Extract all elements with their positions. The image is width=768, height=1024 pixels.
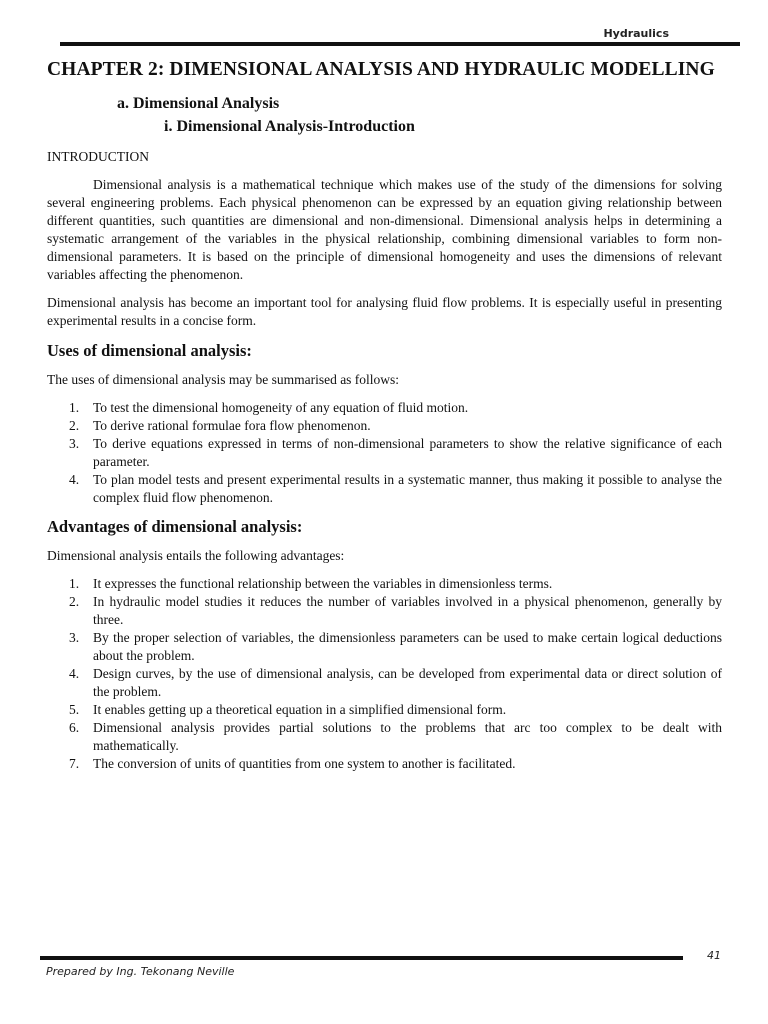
footer-credit: Prepared by Ing. Tekonang Neville: [46, 965, 235, 978]
advantages-heading: Advantages of dimensional analysis:: [47, 517, 303, 536]
list-item: [47, 417, 722, 435]
list-item-text: To derive rational formulae fora flow phenomenon.: [93, 418, 371, 433]
list-item-number: 3.: [69, 436, 80, 451]
list-item-number: 4.: [69, 472, 80, 487]
list-item-number: 4.: [69, 666, 80, 681]
list-item: [47, 435, 722, 471]
header-rule: [60, 42, 740, 46]
list-item-number: 1.: [69, 400, 80, 415]
list-item-text: It enables getting up a theoretical equation in a simplified dimensional form.: [93, 702, 507, 717]
list-item-number: 2.: [69, 594, 80, 609]
list-item: [47, 719, 722, 755]
intro-paragraph-2: Dimensional analysis has become an important tool for analysing fluid flow problems. It is especially useful in presenting experimental results in a concise form.: [47, 295, 722, 328]
list-item: [47, 629, 722, 665]
advantages-lead: Dimensional analysis entails the following advantages:: [47, 548, 345, 563]
list-item-text: The conversion of units of quantities from one system to another is facilitated.: [93, 756, 516, 771]
chapter-title: CHAPTER 2: DIMENSIONAL ANALYSIS AND HYDRAULIC MODELLING: [47, 59, 715, 80]
list-item-text: Dimensional analysis provides partial solutions to the problems that arc too complex to be dealt with mathematically.: [93, 720, 722, 753]
list-item-text: In hydraulic model studies it reduces the number of variables involved in a physical phenomenon, generally by three.: [93, 594, 722, 627]
list-item-number: 3.: [69, 630, 80, 645]
list-item: [47, 755, 722, 773]
list-item-text: To plan model tests and present experimental results in a systematic manner, thus making it possible to analyse the complex fluid flow phenomenon.: [93, 472, 722, 505]
list-item-text: It expresses the functional relationship between the variables in dimensionless terms.: [93, 576, 553, 591]
advantages-list: [47, 575, 722, 773]
list-item: [47, 575, 722, 593]
list-item: [47, 399, 722, 417]
page-content: [47, 58, 722, 773]
intro-paragraph-1: Dimensional analysis is a mathematical technique which makes use of the study of the dimensions for solving several engineering problems. Each physical phenomenon can be expressed by an equation giving relationship between different quantities, such quantities are dimensional and non-dimensional. Dimensional analysis helps in determining a systematic arrangement of the variables in the physical relationship, combining dimensional variables to form non-dimensional parameters. It is based on the principle of dimensional homogeneity and uses the dimensions of relevant variables affecting the phenomenon.: [47, 177, 722, 282]
uses-heading: Uses of dimensional analysis:: [47, 341, 252, 360]
introduction-label: INTRODUCTION: [47, 149, 149, 164]
footer-rule: [40, 956, 683, 960]
running-header: Hydraulics: [603, 27, 669, 40]
list-item-text: By the proper selection of variables, the dimensionless parameters can be used to make certain logical deductions about the problem.: [93, 630, 722, 663]
section-heading-a: a. Dimensional Analysis: [117, 95, 280, 112]
list-item-number: 6.: [69, 720, 80, 735]
uses-lead: The uses of dimensional analysis may be summarised as follows:: [47, 372, 400, 387]
list-item-number: 5.: [69, 702, 80, 717]
list-item-number: 1.: [69, 576, 80, 591]
list-item-number: 2.: [69, 418, 80, 433]
list-item-text: To derive equations expressed in terms of non-dimensional parameters to show the relative significance of each parameter.: [93, 436, 722, 469]
list-item-number: 7.: [69, 756, 80, 771]
list-item-text: To test the dimensional homogeneity of any equation of fluid motion.: [93, 400, 469, 415]
list-item: [47, 665, 722, 701]
list-item-text: Design curves, by the use of dimensional analysis, can be developed from experimental data or direct solution of the problem.: [93, 666, 722, 699]
page-number: 41: [707, 949, 721, 962]
list-item: [47, 593, 722, 629]
list-item: [47, 701, 722, 719]
list-item: [47, 471, 722, 507]
section-heading-i: i. Dimensional Analysis-Introduction: [164, 118, 415, 135]
uses-list: [47, 399, 722, 507]
